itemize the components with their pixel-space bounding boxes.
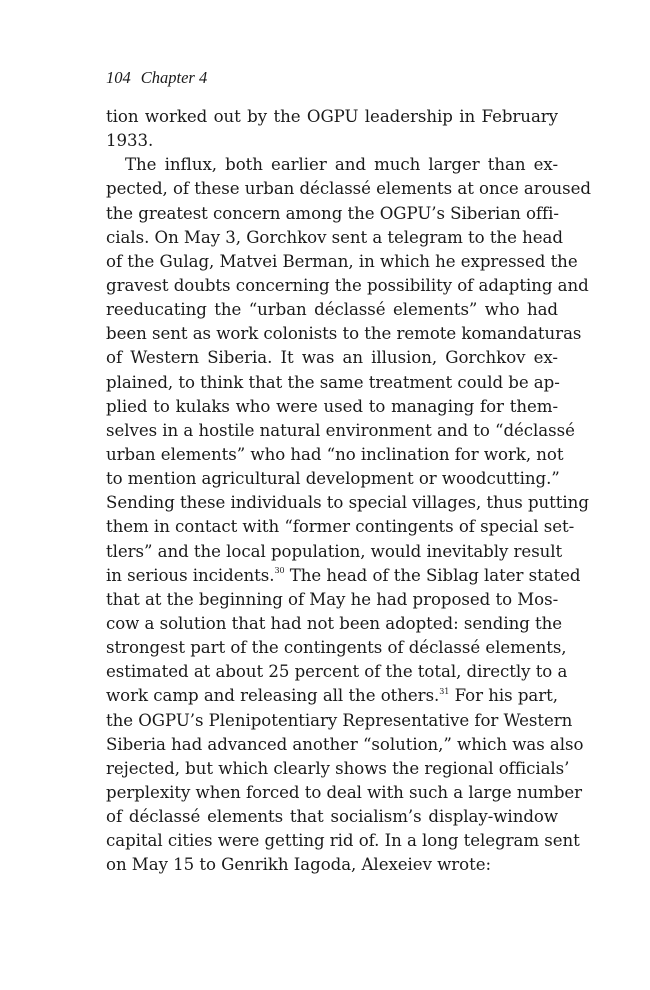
text-line: plained, to think that the same treatment could be ap-: [106, 372, 560, 392]
text-line: on May 15 to Genrikh Iagoda, Alexeiev wrote:: [106, 855, 492, 875]
text-line: reeducating the “urban déclassé elements” who had: [106, 300, 558, 320]
text-line: gravest doubts concerning the possibility of adapting and: [106, 275, 589, 295]
footnote-marker: 31: [439, 686, 450, 696]
text-line: to mention agricultural development or woodcutting.”: [106, 469, 560, 489]
text-line: urban elements” who had “no inclination for work, not: [106, 444, 564, 464]
body-text: [106, 105, 591, 878]
text-line: rejected, but which clearly shows the regional officials’: [106, 758, 570, 778]
running-header: [106, 68, 207, 88]
chapter-title: Chapter 4: [140, 68, 208, 87]
text-line: 1933.: [106, 131, 154, 151]
text-line: The influx, both earlier and much larger than ex-: [125, 155, 558, 175]
text-line: that at the beginning of May he had proposed to Mos-: [106, 589, 559, 609]
line-text: work camp and releasing all the others.: [106, 686, 440, 706]
text-line: strongest part of the contingents of déclassé elements,: [106, 638, 567, 658]
text-line: the OGPU’s Plenipotentiary Representative for Western: [106, 710, 573, 730]
text-line: Siberia had advanced another “solution,” which was also: [106, 734, 584, 754]
line-text: For his part,: [449, 686, 558, 706]
line-text: The head of the Siblag later stated: [284, 565, 581, 585]
text-line: of déclassé elements that socialism’s display-window: [106, 807, 558, 827]
text-line: [106, 564, 581, 588]
text-line: selves in a hostile natural environment and to “déclassé: [106, 420, 575, 440]
text-line: the greatest concern among the OGPU’s Siberian offi-: [106, 203, 559, 223]
text-line: cow a solution that had not been adopted: sending the: [106, 613, 563, 633]
text-line: been sent as work colonists to the remote komandaturas: [106, 324, 582, 344]
text-line: capital cities were getting rid of. In a long telegram sent: [106, 831, 580, 851]
text-line: tion worked out by the OGPU leadership in February: [106, 107, 558, 126]
text-line: pected, of these urban déclassé elements at once aroused: [106, 179, 591, 199]
text-line: Sending these individuals to special villages, thus putting: [106, 493, 589, 513]
text-line: of the Gulag, Matvei Berman, in which he expressed the: [106, 251, 578, 271]
text-line: cials. On May 3, Gorchkov sent a telegram to the head: [106, 227, 563, 247]
page-number: 104: [106, 68, 131, 87]
text-line: of Western Siberia. It was an illusion, Gorchkov ex-: [106, 348, 558, 368]
text-line: [106, 684, 558, 708]
text-line: them in contact with “former contingents of special set-: [106, 517, 575, 537]
text-line: plied to kulaks who were used to managing for them-: [106, 396, 558, 416]
text-line: estimated at about 25 percent of the total, directly to a: [106, 662, 568, 682]
line-text: in serious incidents.: [106, 565, 275, 585]
footnote-marker: 30: [274, 566, 285, 576]
text-line: tlers” and the local population, would inevitably result: [106, 541, 563, 561]
text-line: perplexity when forced to deal with such a large number: [106, 782, 583, 802]
